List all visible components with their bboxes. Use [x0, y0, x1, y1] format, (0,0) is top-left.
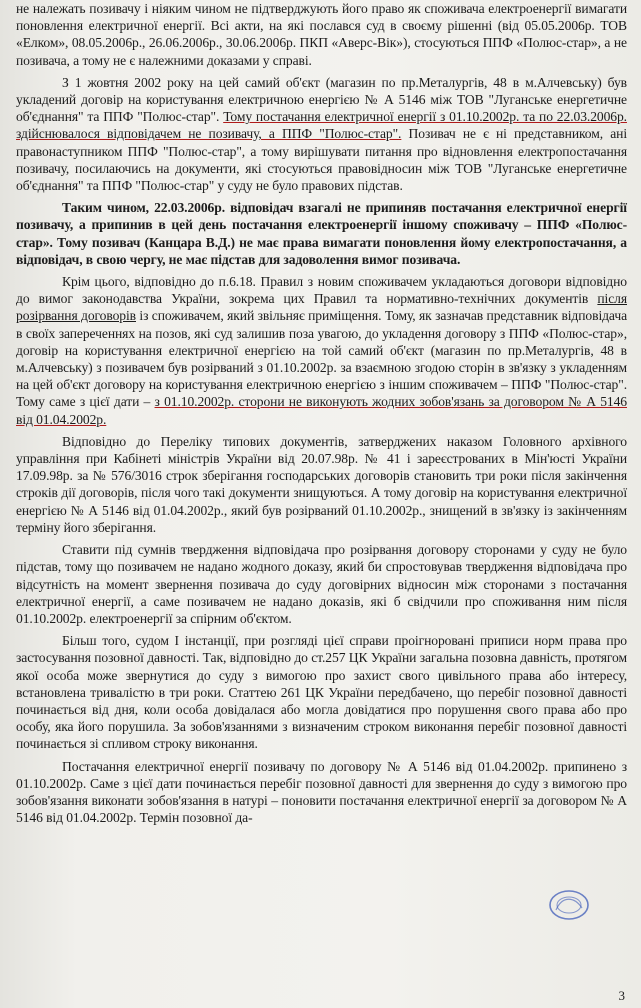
paragraph-4-intro: Крім цього, відповідно до п.6.18. Правил з новим споживачем укладаються договори відповідно до вимог законодавства України, зокрема цих Правил та нормативно-технічних документів — [16, 274, 627, 307]
paragraph-5: Відповідно до Переліку типових документів, затверджених наказом Головного архівного управління при Кабінеті міністрів України від 20.07.98р. № 41 і зареєстрованих в Мін'юсті України 17.09.98р. за № 576/3016 строк зберігання господарських договорів становить три роки після закінчення строків дії договорів, після чого такі документи знищуються. А тому договір на користування електричної енергією № А 5146 від 01.04.2002р., який був розірваний 01.10.2002р., знищений в зв'язку із закінченням терміну його зберігання. — [16, 433, 627, 535]
page-number: 3 — [618, 988, 625, 1003]
paragraph-3-conclusion: Таким чином, 22.03.2006р. відповідач взагалі не припиняв постачання електричної енергії позивачу, а припинив в цей день постачання електроенергії іншому споживачу – ППФ «Полюс-стар». Тому позивач (Канцара В.Д.) не має права вимагати поновлення йому електропостачання, а відповідач, в свою чергу, не має підстав для задоволення вимог позивача. — [16, 200, 627, 267]
paragraph-8: Постачання електричної енергії позивачу по договору № А 5146 від 01.04.2002р. припинено з 01.10.2002р. Саме з цієї дати починається перебіг позовної давності для звернення до суду з вимогою про зобов'язання виконати зобов'язання в натурі – поновити постачання електричної енергії за договором № А 5146 від 01.04.2002р. Термін позовної да- — [16, 758, 627, 826]
paragraph-2-rest: Позивач не є ні представником, ані правонаступником ППФ "Полюс-стар", а тому вирішувати питання про відновлення електропостачання позивачу, посилаючись на документи, які стосуються правовідносин між ТОВ "Луганське енергетичне об'єднання" та ППФ "Полюс-стар" у суду не було правових підстав. — [16, 126, 628, 194]
paragraph-4-underlined-phrase: після розірвання договорів — [16, 291, 627, 324]
paragraph-1: не належать позивачу і ніяким чином не підтверджують його право як споживача електроенергії вимагати поновлення електричної енергії. Всі акти, на які послався суд в своєму рішенні (від 05.05.2006р. ТОВ «Елком», 08.05.2006р., 26.06.2006р., 30.06.2006р. ПКП «Аверс-Вік»), стосуються ППФ «Полюс-стар», а не позивача, а тому не є належними доказами у справі. — [16, 1, 627, 68]
stamp-mark — [548, 888, 590, 922]
paragraph-7: Більш того, судом І інстанції, при розгляді цієї справи проігноровані приписи норм права про застосування позовної давності. Так, відповідно до ст.257 ЦК України загальна позовна давність, протягом якої особа може звернутися до суду з вимогою про захист свого цивільного права або інтересу, встановлена тривалістю в три роки. Статтею 261 ЦК України передбачено, що перебіг позовної давності починається від дня, коли особа довідалася або могла довідатися про порушення свого права або про особу, яка його порушила. За зобов'язаннями з визначеним строком виконання перебіг позовної давності починається зі спливом строку виконання. — [16, 633, 627, 752]
paragraph-2-intro: З 1 жовтня 2002 року на цей самий об'єкт (магазин по пр.Металургів, 48 в м.Алчевську) був укладений договір на користування електричною енергією № А 5146 між ТОВ "Луганське енергетичне об'єднання" та ППФ "Полюс-стар". — [16, 74, 627, 125]
paragraph-2-underlined: Тому постачання електричної енергії з 01.10.2002р. та по 22.03.2006р. здійснювалося відповідачем не позивачу, а ППФ "Полюс-стар". — [16, 109, 627, 142]
paragraph-4-underlined-end: з 01.10.2002р. сторони не виконують жодних зобов'язань за договором № А 5146 від 01.04.2002р. — [16, 394, 627, 427]
paragraph-6: Ставити під сумнів твердження відповідача про розірвання договору сторонами у суду не було підстав, тому що позивачем не надано жодного доказу, який би спростовував твердження відповідача про відсутність на момент звернення позивача до суду договірних відносин між сторонами з постачання електричної енергії, а саме позивачем не надано доказів, які б свідчили про споживання ним після 01.10.2002р. електроенергії за спірним об'єктом. — [16, 542, 627, 626]
paragraph-2 — [16, 74, 627, 194]
paragraph-4 — [16, 273, 627, 428]
paragraph-4-body: із споживачем, який звільняє приміщення. Тому, як зазначав представник відповідача в своїх запереченнях на позов, які суд залишив поза увагою, до укладення договору з ППФ «Полюс-стар», договір на користування електричної енергією на той самий об'єкт (магазин по пр.Металургів, 48 в м.Алчевську) з позивачем був розірваний з 01.10.2002р. за взаємною згодою сторін в зв'язку з укладенням на цей об'єкт договору на користування електричною енергією з іншим споживачем – ППФ "Полюс-стар". Тому саме з цієї дати – — [16, 308, 627, 410]
